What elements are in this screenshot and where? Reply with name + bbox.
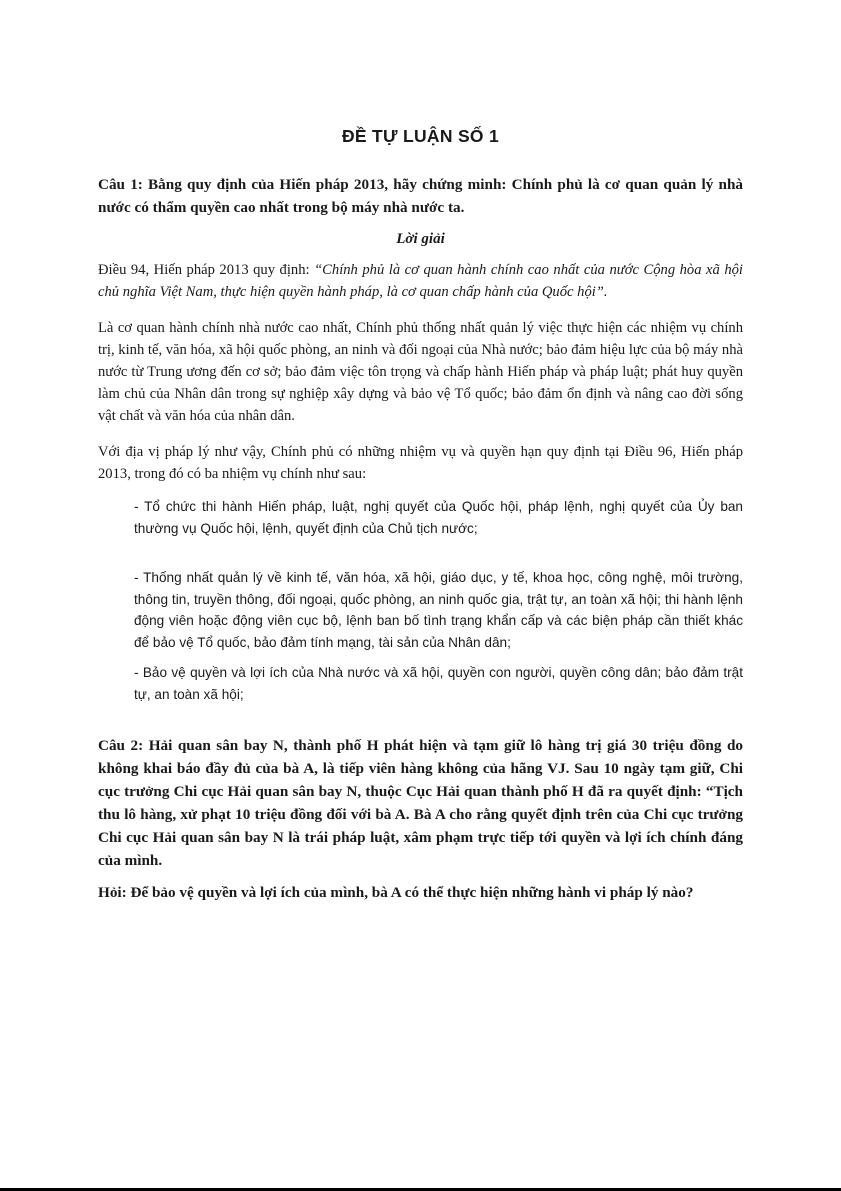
paragraph-article-94 <box>98 259 743 303</box>
constitution-quote: “Chính phủ là cơ quan hành chính cao nhất của nước Cộng hòa xã hội chủ nghĩa Việt Nam, thực hiện quyền hành pháp, là cơ quan chấp hành của Quốc hội”. <box>98 262 743 300</box>
paragraph-lead: Điều 94, Hiến pháp 2013 quy định: <box>98 262 315 278</box>
question-2-ask: Hỏi: Để bảo vệ quyền và lợi ích của mình, bà A có thể thực hiện những hành vi pháp lý nào? <box>98 884 694 901</box>
paragraph-government-role: Là cơ quan hành chính nhà nước cao nhất, Chính phủ thống nhất quản lý việc thực hiện các nhiệm vụ chính trị, kinh tế, văn hóa, xã hội quốc phòng, an ninh và đối ngoại của Nhà nước; bảo đảm hiệu lực của bộ máy nhà nước từ Trung ương đến cơ sở; bảo đảm việc tôn trọng và chấp hành Hiến pháp và pháp luật; phát huy quyền làm chủ của Nhân dân trong sự nghiệp xây dựng và bảo vệ Tổ quốc; bảo đảm ổn định và nâng cao đời sống vật chất và văn hóa của nhân dân. <box>98 320 743 424</box>
paragraph-duties-intro: Với địa vị pháp lý như vậy, Chính phủ có những nhiệm vụ và quyền hạn quy định tại Điều 96, Hiến pháp 2013, trong đó có ba nhiệm vụ chính như sau: <box>98 444 743 482</box>
question-2: Câu 2: Hải quan sân bay N, thành phố H phát hiện và tạm giữ lô hàng trị giá 30 triệu đồng do không khai báo đầy đủ của bà A, là tiếp viên hàng không của hãng VJ. Sau 10 ngày tạm giữ, Chi cục trưởng Chi cục Hải quan sân bay N, thuộc Cục Hải quan thành phố H đã ra quyết định: “Tịch thu lô hàng, xử phạt 10 triệu đồng đối với bà A. Bà A cho rằng quyết định trên của Chi cục trưởng Chi cục Hải quan sân bay N là trái pháp luật, xâm phạm trực tiếp tới quyền và lợi ích chính đáng của mình. <box>98 737 743 869</box>
bullet-item-1: - Tổ chức thi hành Hiến pháp, luật, nghị quyết của Quốc hội, pháp lệnh, nghị quyết của Ủy ban thường vụ Quốc hội, lệnh, quyết định của Chủ tịch nước; <box>134 499 743 536</box>
page-title: ĐỀ TỰ LUẬN SỐ 1 <box>341 126 500 146</box>
bullet-item-3: - Bảo vệ quyền và lợi ích của Nhà nước và xã hội, quyền con người, quyền công dân; bảo đảm trật tự, an toàn xã hội; <box>134 665 743 702</box>
solution-heading: Lời giải <box>396 231 445 247</box>
bullet-item-2: - Thống nhất quản lý về kinh tế, văn hóa, xã hội, giáo dục, y tế, khoa học, công nghệ, môi trường, thông tin, truyền thông, đối ngoại, quốc phòng, an ninh quốc gia, trật tự, an toàn xã hội; thi hành lệnh động viên hoặc động viên cục bộ, lệnh ban bố tình trạng khẩn cấp và các biện pháp cần thiết khác để bảo vệ Tổ quốc, bảo đảm tính mạng, tài sản của Nhân dân; <box>134 570 743 650</box>
question-1: Câu 1: Bằng quy định của Hiến pháp 2013, hãy chứng minh: Chính phủ là cơ quan quản lý nhà nước có thẩm quyền cao nhất trong bộ máy nhà nước ta. <box>98 176 743 216</box>
